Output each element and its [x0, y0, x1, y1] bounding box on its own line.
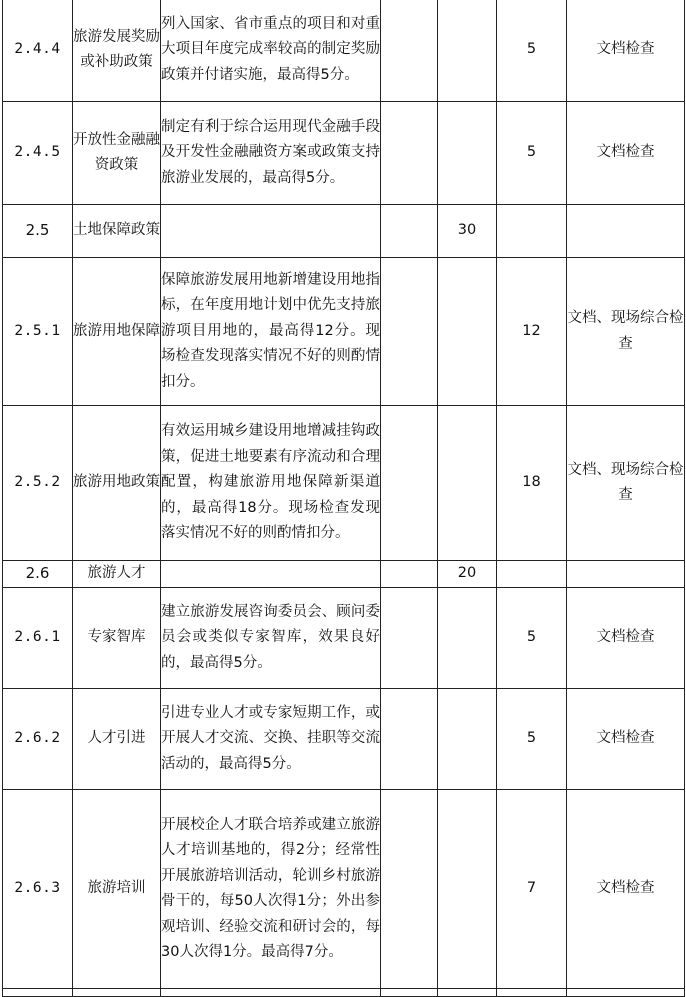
item-code: 2.4.4 — [3, 0, 73, 102]
item-points — [497, 561, 567, 588]
item-criteria — [161, 205, 381, 258]
empty-cell — [497, 989, 567, 997]
section-score — [438, 258, 497, 406]
empty-cell — [381, 205, 438, 258]
check-method — [567, 561, 685, 588]
check-method: 文档检查 — [567, 102, 685, 205]
check-method: 文档检查 — [567, 588, 685, 689]
table-row — [3, 561, 685, 588]
item-points: 5 — [497, 588, 567, 689]
section-name: 土地保障政策 — [73, 205, 161, 258]
item-points: 5 — [497, 689, 567, 790]
empty-cell — [73, 989, 161, 997]
section-score: 20 — [438, 561, 497, 588]
empty-cell — [381, 689, 438, 790]
check-method — [567, 205, 685, 258]
item-code: 2.4.5 — [3, 102, 73, 205]
table-row — [3, 588, 685, 689]
empty-cell — [381, 0, 438, 102]
empty-cell — [381, 102, 438, 205]
empty-cell — [438, 989, 497, 997]
item-code: 2.5.2 — [3, 406, 73, 561]
check-method: 文档检查 — [567, 0, 685, 102]
item-name: 人才引进 — [73, 689, 161, 790]
item-criteria: 列入国家、省市重点的项目和对重大项目年度完成率较高的制定奖励政策并付诸实施，最高得5分。 — [161, 0, 381, 102]
item-code: 2.5.1 — [3, 258, 73, 406]
item-name: 旅游用地政策 — [73, 406, 161, 561]
empty-cell — [381, 790, 438, 989]
check-method: 文档检查 — [567, 790, 685, 989]
section-score — [438, 406, 497, 561]
section-score — [438, 790, 497, 989]
item-points: 18 — [497, 406, 567, 561]
item-criteria: 保障旅游发展用地新增建设用地指标，在年度用地计划中优先支持旅游项目用地的，最高得12分。现场检查发现落实情况不好的则酌情扣分。 — [161, 258, 381, 406]
item-code: 2.6.3 — [3, 790, 73, 989]
item-name: 旅游培训 — [73, 790, 161, 989]
item-points: 12 — [497, 258, 567, 406]
section-name: 旅游人才 — [73, 561, 161, 588]
item-points — [497, 205, 567, 258]
section-score — [438, 689, 497, 790]
table-row — [3, 0, 685, 102]
section-code: 2.5 — [3, 205, 73, 258]
item-points: 7 — [497, 790, 567, 989]
item-name: 旅游发展奖励或补助政策 — [73, 0, 161, 102]
section-code: 2.6 — [3, 561, 73, 588]
section-score — [438, 102, 497, 205]
item-name: 专家智库 — [73, 588, 161, 689]
empty-cell — [567, 989, 685, 997]
item-points: 5 — [497, 102, 567, 205]
check-method: 文档、现场综合检查 — [567, 258, 685, 406]
item-points: 5 — [497, 0, 567, 102]
item-criteria: 引进专业人才或专家短期工作，或开展人才交流、交换、挂职等交流活动的，最高得5分。 — [161, 689, 381, 790]
table-row-continuation — [3, 989, 685, 997]
section-score — [438, 0, 497, 102]
empty-cell — [381, 588, 438, 689]
table-row — [3, 689, 685, 790]
empty-cell — [381, 406, 438, 561]
empty-cell — [381, 561, 438, 588]
table-row — [3, 406, 685, 561]
empty-cell — [161, 989, 381, 997]
empty-cell — [381, 989, 438, 997]
check-method: 文档检查 — [567, 689, 685, 790]
empty-cell — [3, 989, 73, 997]
section-score: 30 — [438, 205, 497, 258]
scoring-table — [2, 0, 685, 997]
item-criteria: 建立旅游发展咨询委员会、顾问委员会或类似专家智库，效果良好的，最高得5分。 — [161, 588, 381, 689]
item-criteria: 有效运用城乡建设用地增减挂钩政策，促进土地要素有序流动和合理配置，构建旅游用地保障新渠道的，最高得18分。现场检查发现落实情况不好的则酌情扣分。 — [161, 406, 381, 561]
item-criteria: 制定有利于综合运用现代金融手段及开发性金融融资方案或政策支持旅游业发展的，最高得5分。 — [161, 102, 381, 205]
table-row — [3, 258, 685, 406]
item-criteria — [161, 561, 381, 588]
empty-cell — [381, 258, 438, 406]
check-method: 文档、现场综合检查 — [567, 406, 685, 561]
table-row — [3, 102, 685, 205]
item-code: 2.6.1 — [3, 588, 73, 689]
item-criteria: 开展校企人才联合培养或建立旅游人才培训基地的，得2分；经常性开展旅游培训活动，轮训乡村旅游骨干的，每50人次得1分；外出参观培训、经验交流和研讨会的，每30人次得1分。最高得7分。 — [161, 790, 381, 989]
section-score — [438, 588, 497, 689]
item-name: 旅游用地保障 — [73, 258, 161, 406]
table-row — [3, 790, 685, 989]
table-row — [3, 205, 685, 258]
item-name: 开放性金融融资政策 — [73, 102, 161, 205]
item-code: 2.6.2 — [3, 689, 73, 790]
